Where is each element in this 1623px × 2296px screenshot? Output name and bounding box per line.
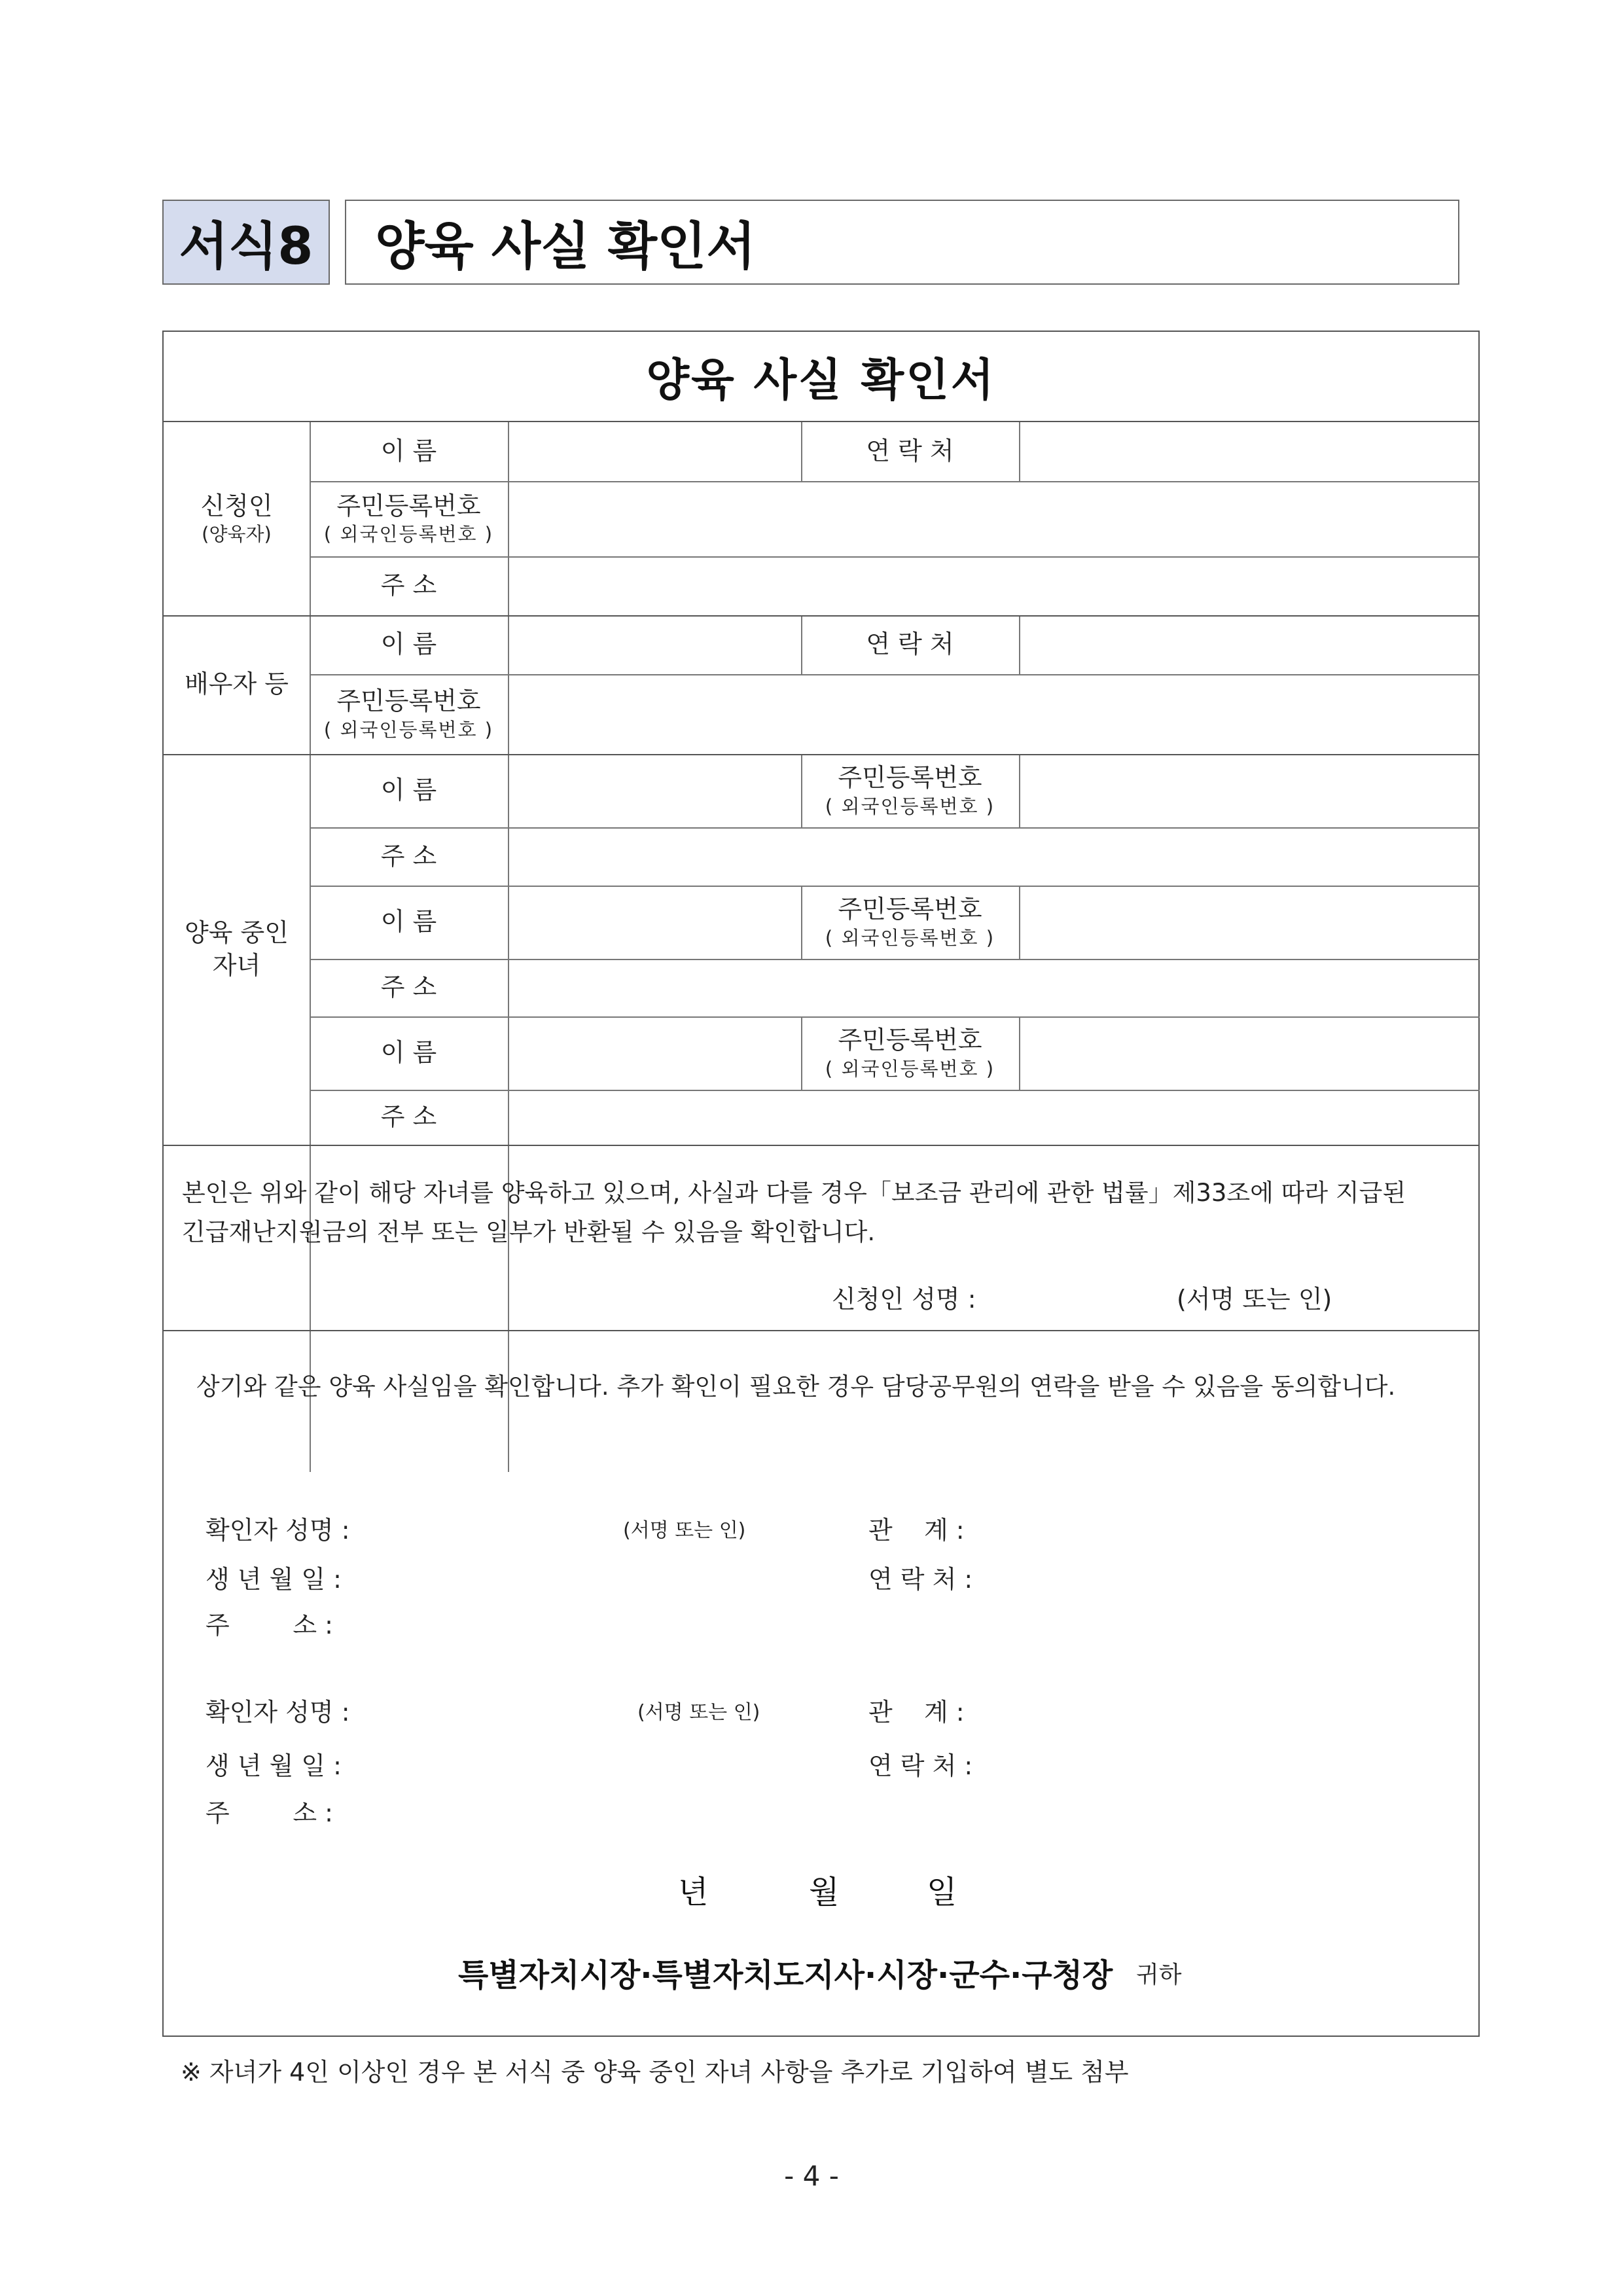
spouse-contact-label: 연 락 처 [866,630,954,659]
form-number-tag: 서식8 [162,200,330,285]
addressee-suffix: 귀하 [1136,1962,1182,1988]
declaration-line2: 긴급재난지원금의 전부 또는 일부가 반환될 수 있음을 확인합니다. [182,1218,876,1246]
confirmer1-name-label: 확인자 성명 : [205,1516,350,1545]
spouse-contact-field[interactable] [1019,615,1480,674]
applicant-address-label: 주 소 [380,571,437,600]
child2-rrn-label: 주민등록번호 ( 외국인등록번호 ) [825,895,995,949]
confirmer1-birthdate-label: 생 년 월 일 : [205,1565,342,1594]
child3-rrn-label: 주민등록번호 ( 외국인등록번호 ) [825,1026,995,1080]
child2-address-field[interactable] [508,959,1480,1016]
date-year-label: 년 [678,1874,709,1910]
applicant-rrn-field[interactable] [508,481,1480,556]
child2-name-field[interactable] [508,886,801,959]
confirmer1-relation-label: 관 계 : [868,1516,965,1545]
confirmation-statement: 상기와 같은 양육 사실임을 확인합니다. 추가 확인이 필요한 경우 담당공무원의 연락을 받을 수 있음을 동의합니다. [196,1372,1396,1401]
applicant-signature-label: 신청인 성명 : [832,1285,976,1314]
grid-line [164,1330,1480,1331]
form-title: 양육 사실 확인서 [164,332,1478,422]
applicant-name-field[interactable] [508,422,801,481]
child1-name-field[interactable] [508,754,801,827]
confirmer2-signature-hint: (서명 또는 인) [637,1701,760,1724]
confirmer2-name-label: 확인자 성명 : [205,1698,350,1727]
child2-rrn-field[interactable] [1019,886,1480,959]
applicant-contact-label: 연 락 처 [866,437,954,466]
footnote: ※ 자녀가 4인 이상인 경우 본 서식 중 양육 중인 자녀 사항을 추가로 기입하여 별도 첨부 [181,2058,1129,2087]
confirmer1-signature-hint: (서명 또는 인) [623,1519,746,1542]
applicant-name-label: 이 름 [380,437,437,466]
spouse-section-label: 배우자 등 [185,670,289,699]
confirmation-form [162,331,1480,2037]
applicant-rrn-label: 주민등록번호 ( 외국인등록번호 ) [323,491,494,546]
page-number: - 4 - [784,2160,839,2192]
child1-rrn-field[interactable] [1019,754,1480,827]
child1-rrn-label: 주민등록번호 ( 외국인등록번호 ) [825,763,995,817]
confirmer2-address-label: 주 소 : [205,1799,333,1827]
applicant-label: 신청인 [200,491,273,520]
child3-rrn-field[interactable] [1019,1016,1480,1090]
grid-line [164,1145,1480,1146]
child3-name-field[interactable] [508,1016,801,1090]
confirmer2-contact-label: 연 락 처 : [868,1751,973,1780]
spouse-rrn-field[interactable] [508,674,1480,754]
spouse-name-field[interactable] [508,615,801,674]
child1-address-field[interactable] [508,827,1480,886]
confirmer2-relation-label: 관 계 : [868,1698,965,1727]
date-month-label: 월 [809,1874,840,1910]
document-title: 양육 사실 확인서 [345,200,1459,285]
confirmer1-address-label: 주 소 : [205,1611,333,1640]
child3-address-label: 주 소 [380,1102,437,1132]
children-section-label: 양육 중인 자녀 [185,918,289,980]
child1-name-label: 이 름 [380,776,437,805]
child2-name-label: 이 름 [380,907,437,937]
applicant-address-field[interactable] [508,556,1480,615]
applicant-signature-hint: (서명 또는 인) [1177,1285,1332,1314]
spouse-name-label: 이 름 [380,630,437,659]
declaration-line1: 본인은 위와 같이 해당 자녀를 양육하고 있으며, 사실과 다를 경우「보조금 관리에 관한 법률」제33조에 따라 지급된 [182,1179,1406,1207]
confirmer2-birthdate-label: 생 년 월 일 : [205,1751,342,1780]
addressee: 특별자치시장·특별자치도지사·시장·군수·구청장 [458,1957,1113,1994]
applicant-section-label [164,422,310,615]
applicant-sublabel: (양육자) [202,523,272,546]
child1-address-label: 주 소 [380,841,437,870]
child2-address-label: 주 소 [380,973,437,1002]
spouse-rrn-label: 주민등록번호 ( 외국인등록번호 ) [323,687,494,741]
confirmer1-contact-label: 연 락 처 : [868,1565,973,1594]
applicant-contact-field[interactable] [1019,422,1480,481]
child3-name-label: 이 름 [380,1038,437,1067]
date-day-label: 일 [927,1874,957,1910]
child3-address-field[interactable] [508,1090,1480,1145]
